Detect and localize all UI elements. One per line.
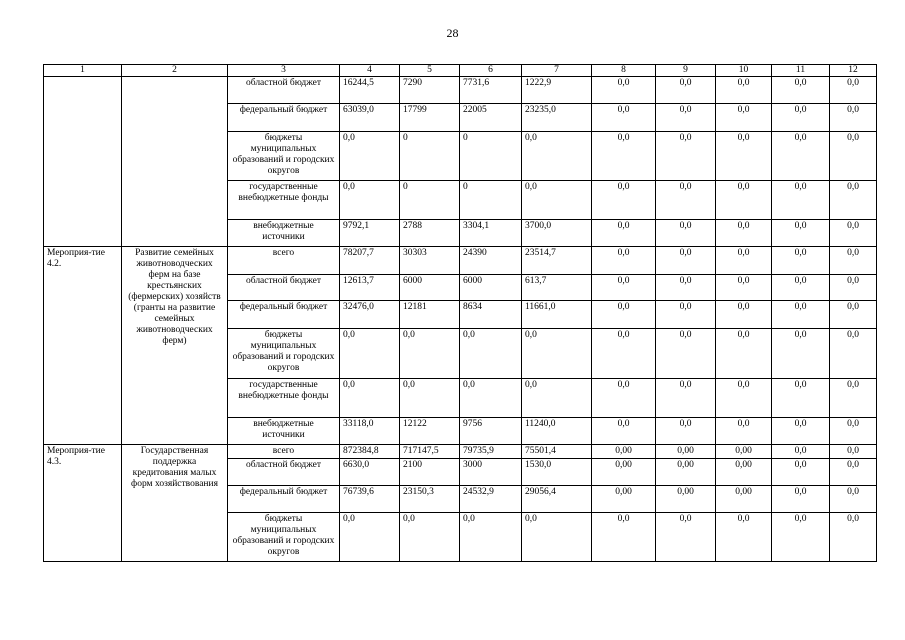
value-cell: 0,0 [656, 275, 716, 301]
value-cell: 16244,5 [340, 77, 400, 104]
value-cell: 0,0 [830, 486, 877, 513]
value-cell: 0,0 [830, 301, 877, 329]
value-cell: 6000 [460, 275, 522, 301]
value-cell: 0,0 [716, 418, 772, 445]
value-cell: 0 [400, 181, 460, 220]
value-cell: 0,0 [340, 513, 400, 562]
value-cell: 0,0 [522, 132, 592, 181]
value-cell: 11661,0 [522, 301, 592, 329]
value-cell: 0,0 [830, 132, 877, 181]
funding-source-cell: бюджеты муниципальных образований и городских округов [228, 513, 340, 562]
value-cell: 30303 [400, 247, 460, 275]
value-cell: 0,0 [830, 247, 877, 275]
value-cell: 0,0 [772, 104, 830, 132]
value-cell: 0,0 [830, 379, 877, 418]
value-cell: 0,0 [830, 77, 877, 104]
value-cell: 0,0 [522, 379, 592, 418]
value-cell: 0,0 [830, 275, 877, 301]
value-cell: 6000 [400, 275, 460, 301]
value-cell: 23150,3 [400, 486, 460, 513]
value-cell: 0,0 [656, 379, 716, 418]
funding-source-cell: бюджеты муниципальных образований и городских округов [228, 132, 340, 181]
header-cell: 11 [772, 65, 830, 77]
value-cell: 0,0 [592, 104, 656, 132]
value-cell: 0,0 [830, 513, 877, 562]
funding-source-cell: всего [228, 247, 340, 275]
value-cell: 0,0 [656, 418, 716, 445]
value-cell: 0,0 [460, 379, 522, 418]
value-cell: 0,0 [400, 379, 460, 418]
value-cell: 0,0 [656, 220, 716, 247]
value-cell: 12122 [400, 418, 460, 445]
value-cell: 0,0 [592, 275, 656, 301]
value-cell: 76739,6 [340, 486, 400, 513]
value-cell: 0,0 [522, 329, 592, 379]
funding-source-cell: государственные внебюджетные фонды [228, 181, 340, 220]
value-cell: 0,0 [656, 247, 716, 275]
value-cell: 0,0 [830, 220, 877, 247]
header-cell: 7 [522, 65, 592, 77]
funding-source-cell: областной бюджет [228, 459, 340, 486]
value-cell: 17799 [400, 104, 460, 132]
table-body [44, 65, 877, 562]
value-cell: 0,0 [340, 329, 400, 379]
value-cell: 12613,7 [340, 275, 400, 301]
value-cell: 0,0 [592, 181, 656, 220]
value-cell: 0,00 [592, 459, 656, 486]
value-cell: 0,0 [522, 181, 592, 220]
value-cell: 0,0 [772, 77, 830, 104]
value-cell: 0 [400, 132, 460, 181]
funding-source-cell: федеральный бюджет [228, 301, 340, 329]
value-cell: 0,0 [460, 513, 522, 562]
value-cell: 0,0 [716, 220, 772, 247]
header-cell: 3 [228, 65, 340, 77]
value-cell: 0,0 [592, 513, 656, 562]
budget-table [43, 64, 877, 562]
value-cell: 0,0 [400, 513, 460, 562]
value-cell: 0,00 [656, 445, 716, 459]
value-cell: 6630,0 [340, 459, 400, 486]
value-cell: 0,00 [716, 459, 772, 486]
value-cell: 11240,0 [522, 418, 592, 445]
value-cell: 0,0 [772, 301, 830, 329]
value-cell: 0,0 [592, 379, 656, 418]
value-cell: 0,0 [772, 418, 830, 445]
header-cell: 9 [656, 65, 716, 77]
value-cell: 79735,9 [460, 445, 522, 459]
value-cell: 33118,0 [340, 418, 400, 445]
page-number: 28 [446, 26, 459, 40]
header-cell: 10 [716, 65, 772, 77]
value-cell: 9756 [460, 418, 522, 445]
value-cell: 23514,7 [522, 247, 592, 275]
value-cell: 0,00 [592, 486, 656, 513]
header-cell: 1 [44, 65, 122, 77]
header-cell: 12 [830, 65, 877, 77]
value-cell: 0 [460, 132, 522, 181]
value-cell: 0,0 [830, 459, 877, 486]
table-row [44, 247, 877, 275]
funding-source-cell: федеральный бюджет [228, 486, 340, 513]
value-cell: 23235,0 [522, 104, 592, 132]
value-cell: 12181 [400, 301, 460, 329]
value-cell: 0,0 [656, 132, 716, 181]
value-cell: 0,0 [772, 181, 830, 220]
value-cell: 24390 [460, 247, 522, 275]
header-cell: 6 [460, 65, 522, 77]
value-cell: 0,0 [830, 104, 877, 132]
funding-source-cell: внебюджетные источники [228, 418, 340, 445]
value-cell: 0,0 [716, 329, 772, 379]
value-cell: 24532,9 [460, 486, 522, 513]
value-cell: 0,0 [592, 418, 656, 445]
funding-source-cell: государственные внебюджетные фонды [228, 379, 340, 418]
value-cell: 0 [460, 181, 522, 220]
value-cell: 0,0 [656, 329, 716, 379]
value-cell: 0,0 [716, 181, 772, 220]
table-row [44, 445, 877, 459]
value-cell: 0,00 [716, 486, 772, 513]
value-cell: 0,0 [716, 132, 772, 181]
value-cell: 0,00 [592, 445, 656, 459]
value-cell: 0,0 [592, 220, 656, 247]
value-cell: 2788 [400, 220, 460, 247]
funding-source-cell: федеральный бюджет [228, 104, 340, 132]
value-cell: 717147,5 [400, 445, 460, 459]
value-cell: 0,0 [772, 445, 830, 459]
value-cell: 0,0 [830, 181, 877, 220]
value-cell: 0,00 [656, 486, 716, 513]
value-cell: 0,0 [830, 445, 877, 459]
value-cell: 3304,1 [460, 220, 522, 247]
value-cell: 0,0 [656, 104, 716, 132]
value-cell: 0,0 [772, 275, 830, 301]
value-cell: 78207,7 [340, 247, 400, 275]
value-cell: 0,0 [772, 220, 830, 247]
value-cell: 0,0 [716, 513, 772, 562]
funding-source-cell: областной бюджет [228, 77, 340, 104]
value-cell: 0,00 [656, 459, 716, 486]
value-cell: 0,0 [592, 77, 656, 104]
funding-source-cell: внебюджетные источники [228, 220, 340, 247]
funding-source-cell: бюджеты муниципальных образований и городских округов [228, 329, 340, 379]
value-cell: 0,0 [772, 513, 830, 562]
value-cell: 0,0 [772, 247, 830, 275]
value-cell: 0,0 [830, 329, 877, 379]
value-cell: 0,0 [772, 459, 830, 486]
header-row [44, 65, 877, 77]
header-cell: 8 [592, 65, 656, 77]
header-cell: 5 [400, 65, 460, 77]
value-cell: 0,0 [656, 513, 716, 562]
value-cell: 0,0 [522, 513, 592, 562]
value-cell: 0,0 [772, 379, 830, 418]
value-cell: 0,0 [716, 247, 772, 275]
header-cell: 2 [122, 65, 228, 77]
measure-cell: Мероприя-тие 4.3. [44, 445, 122, 562]
value-cell: 22005 [460, 104, 522, 132]
value-cell: 872384,8 [340, 445, 400, 459]
value-cell: 0,0 [716, 104, 772, 132]
value-cell: 0,0 [592, 329, 656, 379]
value-cell: 0,0 [772, 329, 830, 379]
value-cell: 0,0 [592, 132, 656, 181]
value-cell: 3700,0 [522, 220, 592, 247]
value-cell: 0,00 [716, 445, 772, 459]
value-cell: 0,0 [592, 247, 656, 275]
value-cell: 0,0 [340, 379, 400, 418]
value-cell: 63039,0 [340, 104, 400, 132]
description-cell: Государственная поддержка кредитования малых форм хозяйствования [122, 445, 228, 562]
description-cell: Развитие семейных животноводческих ферм на базе крестьянских (фермерских) хозяйств (гранты на развитие семейных животноводческих ферм) [122, 247, 228, 445]
value-cell: 0,0 [716, 77, 772, 104]
value-cell: 0,0 [592, 301, 656, 329]
header-cell: 4 [340, 65, 400, 77]
value-cell: 1222,9 [522, 77, 592, 104]
value-cell: 0,0 [656, 301, 716, 329]
funding-source-cell: областной бюджет [228, 275, 340, 301]
value-cell: 32476,0 [340, 301, 400, 329]
value-cell: 0,0 [656, 181, 716, 220]
funding-source-cell: всего [228, 445, 340, 459]
value-cell: 3000 [460, 459, 522, 486]
value-cell: 29056,4 [522, 486, 592, 513]
value-cell: 75501,4 [522, 445, 592, 459]
value-cell: 0,0 [340, 132, 400, 181]
value-cell: 2100 [400, 459, 460, 486]
value-cell: 0,0 [460, 329, 522, 379]
value-cell: 9792,1 [340, 220, 400, 247]
value-cell: 0,0 [830, 418, 877, 445]
table-row [44, 77, 877, 104]
value-cell: 0,0 [656, 77, 716, 104]
description-cell [122, 77, 228, 247]
measure-cell [44, 77, 122, 247]
value-cell: 0,0 [772, 132, 830, 181]
value-cell: 0,0 [716, 275, 772, 301]
value-cell: 0,0 [772, 486, 830, 513]
value-cell: 0,0 [716, 379, 772, 418]
value-cell: 0,0 [400, 329, 460, 379]
value-cell: 8634 [460, 301, 522, 329]
measure-cell: Мероприя-тие 4.2. [44, 247, 122, 445]
value-cell: 0,0 [340, 181, 400, 220]
value-cell: 7731,6 [460, 77, 522, 104]
value-cell: 1530,0 [522, 459, 592, 486]
value-cell: 613,7 [522, 275, 592, 301]
value-cell: 7290 [400, 77, 460, 104]
value-cell: 0,0 [716, 301, 772, 329]
